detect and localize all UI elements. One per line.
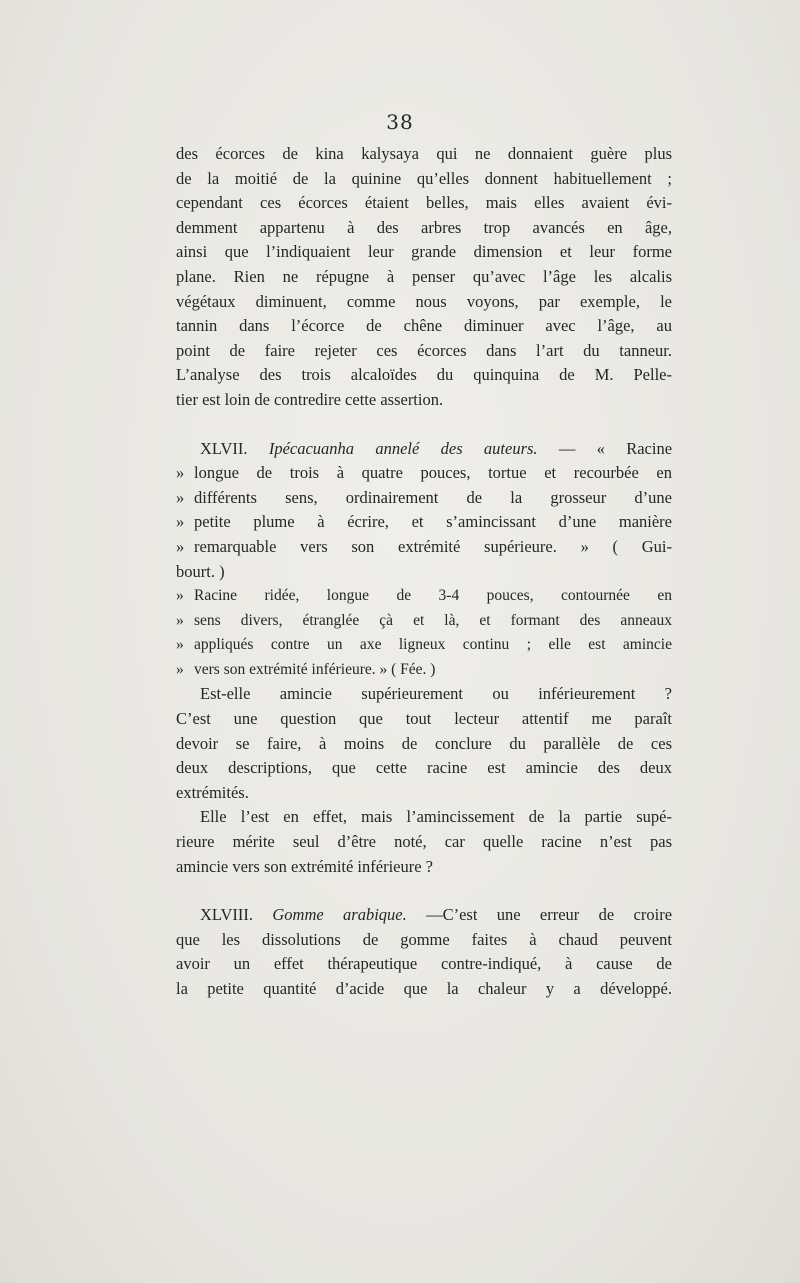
quote-line: [176, 461, 672, 486]
section-numeral: XLVII.: [200, 438, 248, 458]
quote-text: petite plume à écrire, et s’amincissant d’une manière: [194, 512, 672, 532]
text-line: C’est une question que tout lecteur attentif me paraît: [176, 709, 672, 729]
text-line: point de faire rejeter ces écorces dans l’art du tanneur.: [176, 340, 672, 360]
quote-mark: »: [176, 487, 185, 507]
text-line: des écorces de kina kalysaya qui ne donnaient guère plus: [176, 144, 672, 163]
quote-text: Racine ridée, longue de 3-4 pouces, contournée en: [194, 587, 672, 605]
quote-mark: »: [176, 587, 184, 605]
text-line: tannin dans l’écorce de chêne diminuer avec l’âge, au: [176, 316, 672, 336]
text-line: de la moitié de la quinine qu’elles donnent habituellement ;: [176, 168, 672, 188]
text-line: végétaux diminuent, comme nous voyons, par exemple, le: [176, 291, 672, 311]
text-line: amincie vers son extrémité inférieure ?: [176, 856, 434, 876]
quote-text: appliqués contre un axe ligneux continu ; elle est amincie: [194, 636, 672, 654]
section-heading-line: [176, 437, 672, 462]
quote-mark: »: [176, 463, 185, 483]
text-line: extrémités.: [176, 782, 249, 802]
text-line: que les dissolutions de gomme faites à chaud peuvent: [176, 929, 672, 949]
section-title: Gomme arabique.: [272, 905, 407, 925]
text-line: plane. Rien ne répugne à penser qu’avec l’âge les alcalis: [176, 266, 672, 286]
quote-text: vers son extrémité inférieure. » ( Fée. ): [194, 660, 436, 678]
text-line: ainsi que l’indiquaient leur grande dimension et leur forme: [176, 242, 672, 262]
section-title: Ipécacuanha annelé des auteurs.: [268, 438, 538, 458]
quote-mark: »: [176, 636, 184, 654]
page-number: 38: [386, 110, 414, 134]
section-heading-line: [176, 903, 672, 928]
quote-mark: »: [176, 512, 185, 532]
quote-text: sens divers, étranglée çà et là, et formant des anneaux: [194, 611, 672, 629]
text-line: avoir un effet thérapeutique contre-indiqué, à cause de: [176, 954, 672, 974]
text-line: tier est loin de contredire cette assertion.: [176, 389, 444, 409]
quote-line: [176, 609, 672, 634]
text-line: deux descriptions, que cette racine est amincie des deux: [176, 758, 672, 778]
quote-line: [176, 535, 672, 560]
quote-end-line: bourt. ): [176, 561, 225, 581]
quote-mark: »: [176, 536, 185, 556]
quote-mark: »: [176, 660, 184, 678]
quote-text: remarquable vers son extrémité supérieure. » ( Gui-: [194, 536, 672, 556]
text-line: Elle l’est en effet, mais l’amincissement de la partie supé-: [200, 807, 672, 827]
text-line: la petite quantité d’acide que la chaleur y a développé.: [176, 979, 672, 998]
quote-line: [176, 584, 672, 609]
quote-line: [176, 633, 672, 658]
text-line: rieure mérite seul d’être noté, car quelle racine n’est pas: [176, 832, 672, 852]
quote-line: [176, 658, 672, 683]
section-intro-text: —C’est une erreur de croire: [426, 905, 673, 925]
text-line: devoir se faire, à moins de conclure du parallèle de ces: [176, 733, 672, 753]
quote-text: longue de trois à quatre pouces, tortue et recourbée en: [194, 463, 672, 483]
quote-line: [176, 510, 672, 535]
section-intro-text: — « Racine: [558, 438, 673, 458]
quote-text: différents sens, ordinairement de la grosseur d’une: [194, 487, 672, 507]
quote-mark: »: [176, 611, 184, 629]
text-block: [176, 142, 672, 1002]
text-line: L’analyse des trois alcaloïdes du quinquina de M. Pelle-: [176, 365, 672, 385]
section-numeral: XLVIII.: [200, 905, 254, 925]
text-line: cependant ces écorces étaient belles, mais elles avaient évi-: [176, 193, 672, 213]
text-line: demment appartenu à des arbres trop avancés en âge,: [176, 217, 672, 237]
quote-line: [176, 486, 672, 511]
text-line: Est-elle amincie supérieurement ou inférieurement ?: [200, 684, 672, 704]
